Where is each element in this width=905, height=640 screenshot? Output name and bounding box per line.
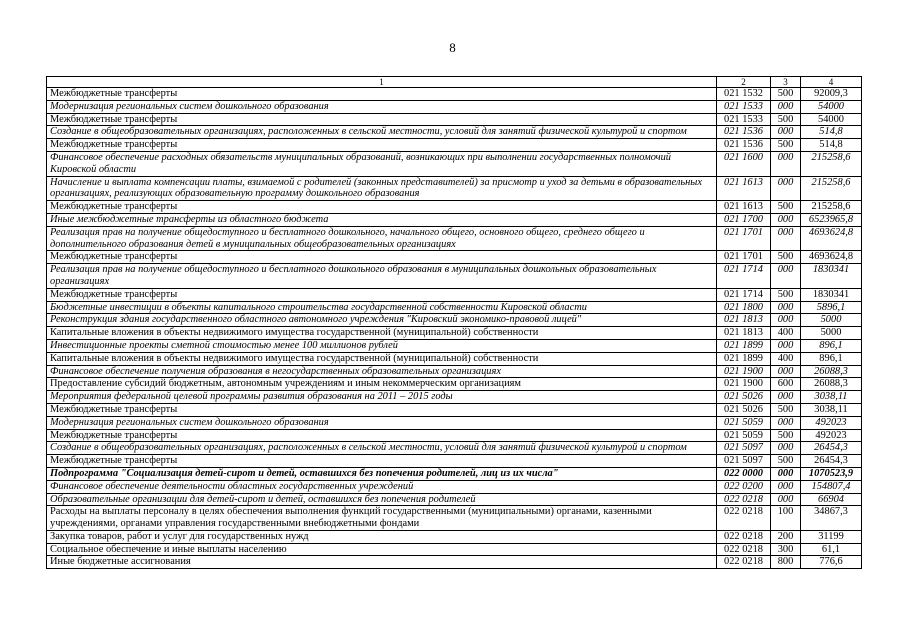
row-code-cell: 022 0218: [717, 506, 771, 531]
row-type-cell: 500: [771, 139, 801, 152]
header-col-1: 1: [47, 77, 717, 88]
table-row: [47, 301, 862, 314]
table-row: [47, 556, 862, 569]
row-name-cell: Финансовое обеспечение расходных обязательств муниципальных образований, возникающих при выполнении государственных полномочий Кировской области: [47, 151, 717, 176]
row-type-cell: 000: [771, 226, 801, 251]
row-code-cell: 021 5026: [717, 403, 771, 416]
row-sum-cell: 26454,3: [801, 442, 862, 455]
row-sum-cell: 514,8: [801, 139, 862, 152]
table-row: [47, 442, 862, 455]
row-code-cell: 021 5059: [717, 429, 771, 442]
row-type-cell: 000: [771, 416, 801, 429]
row-sum-cell: 5000: [801, 327, 862, 340]
row-code-cell: 021 1813: [717, 314, 771, 327]
row-sum-cell: 6523965,8: [801, 213, 862, 226]
row-sum-cell: 4693624,8: [801, 251, 862, 264]
row-sum-cell: 5000: [801, 314, 862, 327]
row-type-cell: 200: [771, 530, 801, 543]
row-sum-cell: 66904: [801, 493, 862, 506]
table-row: [47, 480, 862, 493]
header-col-3: 3: [771, 77, 801, 88]
row-sum-cell: 896,1: [801, 339, 862, 352]
row-type-cell: 000: [771, 151, 801, 176]
row-sum-cell: 896,1: [801, 352, 862, 365]
row-type-cell: 000: [771, 126, 801, 139]
row-type-cell: 400: [771, 327, 801, 340]
row-sum-cell: 154807,4: [801, 480, 862, 493]
row-type-cell: 500: [771, 429, 801, 442]
row-type-cell: 000: [771, 213, 801, 226]
row-type-cell: 500: [771, 88, 801, 101]
row-sum-cell: 31199: [801, 530, 862, 543]
row-type-cell: 500: [771, 201, 801, 214]
row-code-cell: 021 1613: [717, 201, 771, 214]
row-code-cell: 021 1800: [717, 301, 771, 314]
row-type-cell: 300: [771, 543, 801, 556]
table-row: [47, 455, 862, 468]
table-row: [47, 378, 862, 391]
row-type-cell: 000: [771, 391, 801, 404]
row-name-cell: Иные бюджетные ассигнования: [47, 556, 717, 569]
row-name-cell: Межбюджетные трансферты: [47, 88, 717, 101]
row-name-cell: Модернизация региональных систем дошкольного образования: [47, 100, 717, 113]
row-name-cell: Межбюджетные трансферты: [47, 403, 717, 416]
row-code-cell: 021 1536: [717, 139, 771, 152]
table-row: [47, 226, 862, 251]
row-sum-cell: 34867,3: [801, 506, 862, 531]
row-code-cell: 022 0200: [717, 480, 771, 493]
row-type-cell: 500: [771, 113, 801, 126]
table-row: [47, 100, 862, 113]
row-name-cell: Бюджетные инвестиции в объекты капитального строительства государственной собственности Кировской области: [47, 301, 717, 314]
row-code-cell: 022 0000: [717, 467, 771, 480]
row-code-cell: 021 5026: [717, 391, 771, 404]
row-name-cell: Инвестиционные проекты сметной стоимостью менее 100 миллионов рублей: [47, 339, 717, 352]
row-sum-cell: 92009,3: [801, 88, 862, 101]
row-name-cell: Межбюджетные трансферты: [47, 113, 717, 126]
row-sum-cell: 54000: [801, 100, 862, 113]
row-type-cell: 000: [771, 493, 801, 506]
row-sum-cell: 215258,6: [801, 176, 862, 201]
row-code-cell: 022 0218: [717, 493, 771, 506]
row-name-cell: Создание в общеобразовательных организациях, расположенных в сельской местности, условий для занятий физической культурой и спортом: [47, 442, 717, 455]
row-type-cell: 000: [771, 365, 801, 378]
table-header-row: [47, 77, 862, 88]
row-code-cell: 021 1701: [717, 226, 771, 251]
row-sum-cell: 492023: [801, 416, 862, 429]
row-name-cell: Подпрограмма "Социализация детей-сирот и детей, оставшихся без попечения родителей, лиц из их числа": [47, 467, 717, 480]
row-sum-cell: 3038,11: [801, 403, 862, 416]
row-sum-cell: 215258,6: [801, 151, 862, 176]
row-sum-cell: 3038,11: [801, 391, 862, 404]
row-sum-cell: 26088,3: [801, 365, 862, 378]
table-row: [47, 314, 862, 327]
row-code-cell: 021 1613: [717, 176, 771, 201]
row-name-cell: Межбюджетные трансферты: [47, 139, 717, 152]
table-row: [47, 429, 862, 442]
table-row: [47, 251, 862, 264]
row-code-cell: 021 1700: [717, 213, 771, 226]
table-row: [47, 403, 862, 416]
row-name-cell: Реализация прав на получение общедоступного и бесплатного дошкольного образования в муниципальных дошкольных образовательных организациях: [47, 264, 717, 289]
row-code-cell: 021 1813: [717, 327, 771, 340]
row-name-cell: Иные межбюджетные трансферты из областного бюджета: [47, 213, 717, 226]
row-code-cell: 021 1600: [717, 151, 771, 176]
row-code-cell: 021 1900: [717, 378, 771, 391]
row-type-cell: 000: [771, 480, 801, 493]
row-code-cell: 021 5097: [717, 442, 771, 455]
row-code-cell: 021 1533: [717, 100, 771, 113]
table-row: [47, 493, 862, 506]
row-code-cell: 021 1900: [717, 365, 771, 378]
row-name-cell: Модернизация региональных систем дошкольного образования: [47, 416, 717, 429]
row-type-cell: 000: [771, 100, 801, 113]
row-name-cell: Межбюджетные трансферты: [47, 455, 717, 468]
table-row: [47, 151, 862, 176]
row-type-cell: 100: [771, 506, 801, 531]
row-name-cell: Создание в общеобразовательных организациях, расположенных в сельской местности, условий для занятий физической культурой и спортом: [47, 126, 717, 139]
row-sum-cell: 492023: [801, 429, 862, 442]
table-row: [47, 365, 862, 378]
row-name-cell: Реализация прав на получение общедоступного и бесплатного дошкольного, начального общего, основного общего, среднего общего и дополнительного образования детей в муниципальных общеобразовательных организациях: [47, 226, 717, 251]
row-code-cell: 021 1714: [717, 264, 771, 289]
header-col-2: 2: [717, 77, 771, 88]
row-type-cell: 400: [771, 352, 801, 365]
row-name-cell: Закупка товаров, работ и услуг для государственных нужд: [47, 530, 717, 543]
row-sum-cell: 4693624,8: [801, 226, 862, 251]
row-sum-cell: 776,6: [801, 556, 862, 569]
row-sum-cell: 514,8: [801, 126, 862, 139]
table-row: [47, 88, 862, 101]
table-row: [47, 339, 862, 352]
row-code-cell: 022 0218: [717, 530, 771, 543]
row-type-cell: 000: [771, 314, 801, 327]
row-code-cell: 021 5097: [717, 455, 771, 468]
row-type-cell: 500: [771, 403, 801, 416]
row-sum-cell: 5896,1: [801, 301, 862, 314]
budget-table: [46, 76, 862, 569]
row-type-cell: 800: [771, 556, 801, 569]
row-sum-cell: 54000: [801, 113, 862, 126]
header-col-4: 4: [801, 77, 862, 88]
table-row: [47, 530, 862, 543]
row-name-cell: Финансовое обеспечение деятельности областных государственных учреждений: [47, 480, 717, 493]
table-row: [47, 126, 862, 139]
row-type-cell: 000: [771, 176, 801, 201]
table-row: [47, 327, 862, 340]
row-sum-cell: 26088,3: [801, 378, 862, 391]
row-name-cell: Межбюджетные трансферты: [47, 251, 717, 264]
row-name-cell: Предоставление субсидий бюджетным, автономным учреждениям и иным некоммерческим организациям: [47, 378, 717, 391]
row-name-cell: Начисление и выплата компенсации платы, взимаемой с родителей (законных представителей) за присмотр и уход за детьми в образовательных организациях, реализующих образовательную программу дошкольного образования: [47, 176, 717, 201]
row-name-cell: Реконструкция здания государственного областного автономного учреждения "Кировский экономико-правовой лицей": [47, 314, 717, 327]
row-name-cell: Межбюджетные трансферты: [47, 201, 717, 214]
row-name-cell: Межбюджетные трансферты: [47, 429, 717, 442]
row-code-cell: 021 1899: [717, 339, 771, 352]
row-type-cell: 000: [771, 264, 801, 289]
row-type-cell: 500: [771, 251, 801, 264]
row-code-cell: 022 0218: [717, 543, 771, 556]
row-type-cell: 000: [771, 467, 801, 480]
table-row: [47, 467, 862, 480]
table-row: [47, 416, 862, 429]
row-code-cell: 021 1899: [717, 352, 771, 365]
table-row: [47, 201, 862, 214]
row-name-cell: Межбюджетные трансферты: [47, 288, 717, 301]
row-type-cell: 500: [771, 455, 801, 468]
row-type-cell: 600: [771, 378, 801, 391]
row-sum-cell: 1830341: [801, 288, 862, 301]
row-code-cell: 021 1714: [717, 288, 771, 301]
page-number: 8: [449, 40, 456, 55]
table-row: [47, 288, 862, 301]
row-type-cell: 500: [771, 288, 801, 301]
row-sum-cell: 26454,3: [801, 455, 862, 468]
table-row: [47, 139, 862, 152]
row-name-cell: Капитальные вложения в объекты недвижимого имущества государственной (муниципальной) собственности: [47, 352, 717, 365]
row-sum-cell: 61,1: [801, 543, 862, 556]
row-type-cell: 000: [771, 442, 801, 455]
row-name-cell: Финансовое обеспечение получения образования в негосударственных образовательных организациях: [47, 365, 717, 378]
table-row: [47, 113, 862, 126]
table-row: [47, 352, 862, 365]
table-row: [47, 264, 862, 289]
table-row: [47, 213, 862, 226]
row-code-cell: 021 1536: [717, 126, 771, 139]
row-sum-cell: 1070523,9: [801, 467, 862, 480]
row-name-cell: Образовательные организации для детей-сирот и детей, оставшихся без попечения родителей: [47, 493, 717, 506]
row-code-cell: 022 0218: [717, 556, 771, 569]
row-type-cell: 000: [771, 339, 801, 352]
row-code-cell: 021 1533: [717, 113, 771, 126]
table-row: [47, 543, 862, 556]
row-code-cell: 021 1701: [717, 251, 771, 264]
row-code-cell: 021 5059: [717, 416, 771, 429]
row-sum-cell: 215258,6: [801, 201, 862, 214]
table-row: [47, 176, 862, 201]
row-name-cell: Расходы на выплаты персоналу в целях обеспечения выполнения функций государственными (муниципальными) органами, казенными учреждениями, органами управления государственными внебюджетными фондами: [47, 506, 717, 531]
row-name-cell: Мероприятия федеральной целевой программы развития образования на 2011 – 2015 годы: [47, 391, 717, 404]
row-sum-cell: 1830341: [801, 264, 862, 289]
table-row: [47, 506, 862, 531]
row-name-cell: Капитальные вложения в объекты недвижимого имущества государственной (муниципальной) собственности: [47, 327, 717, 340]
table-row: [47, 391, 862, 404]
row-name-cell: Социальное обеспечение и иные выплаты населению: [47, 543, 717, 556]
row-code-cell: 021 1532: [717, 88, 771, 101]
row-type-cell: 000: [771, 301, 801, 314]
